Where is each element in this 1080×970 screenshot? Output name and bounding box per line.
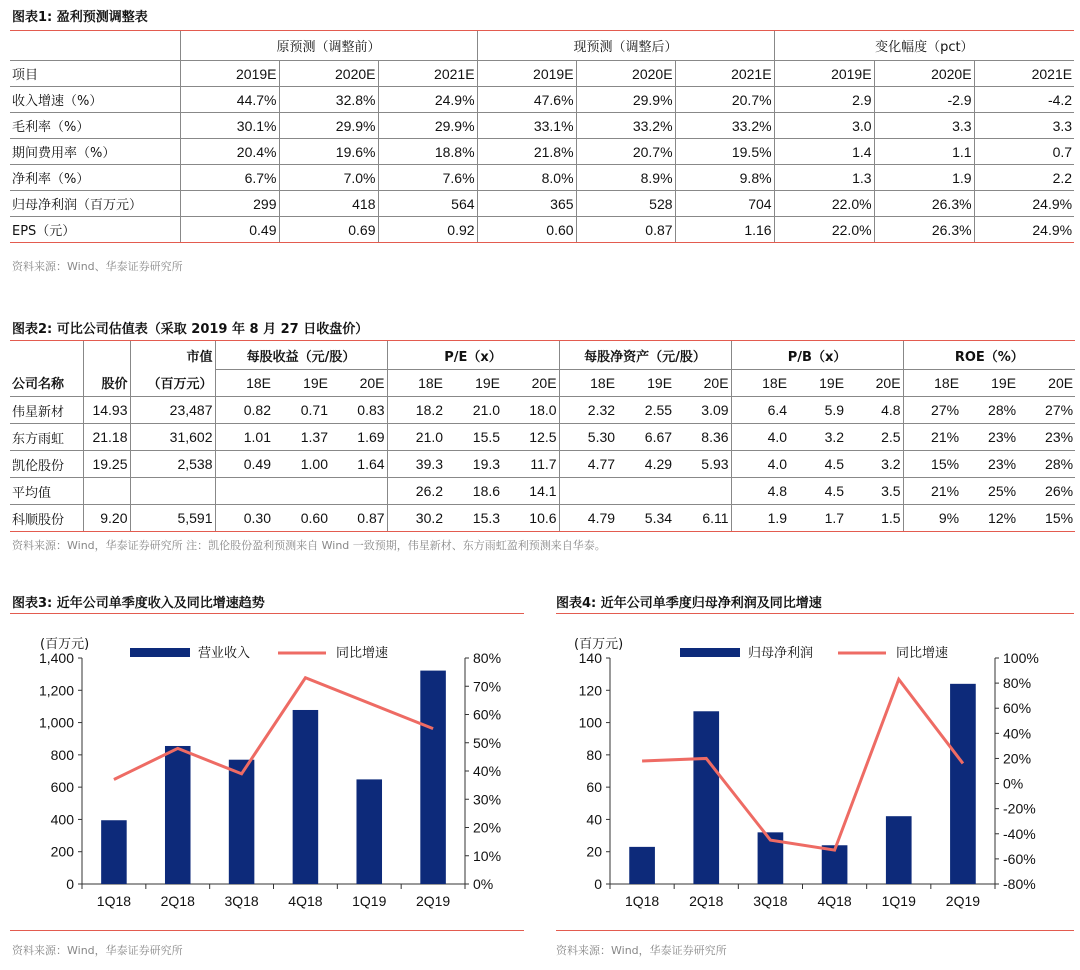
table-cell bbox=[559, 478, 617, 505]
table-cell: 2.32 bbox=[559, 397, 617, 424]
chart3-bottom-rule bbox=[10, 930, 524, 931]
table-cell: 3.0 bbox=[774, 113, 874, 139]
table-cell: 4.29 bbox=[617, 451, 674, 478]
table-cell: 14.1 bbox=[502, 478, 559, 505]
table-row bbox=[10, 451, 1075, 478]
row-label: 归母净利润（百万元） bbox=[10, 191, 180, 217]
unit-label: (百万元) bbox=[574, 637, 624, 652]
table-cell: 3.2 bbox=[846, 451, 903, 478]
year-header: 19E bbox=[789, 370, 846, 397]
year-header: 2020E bbox=[279, 61, 378, 87]
year-header: 18E bbox=[387, 370, 445, 397]
table-cell: 1.69 bbox=[330, 424, 387, 451]
y-tick-label: 0 bbox=[594, 876, 602, 892]
table-cell: 0.30 bbox=[215, 505, 273, 532]
unit-label: (百万元) bbox=[40, 637, 90, 652]
mcap-cell: 31,602 bbox=[130, 424, 215, 451]
table-cell: 2.2 bbox=[974, 165, 1074, 191]
bar-1Q19 bbox=[886, 816, 912, 884]
y2-tick-label: -40% bbox=[1003, 825, 1036, 842]
y-tick-label: 800 bbox=[50, 746, 74, 763]
table-cell: 5.34 bbox=[617, 505, 674, 532]
mcap-cell: 2,538 bbox=[130, 451, 215, 478]
table-cell: 1.9 bbox=[731, 505, 789, 532]
chart3-title-rule bbox=[10, 613, 524, 614]
bar-4Q18 bbox=[293, 710, 319, 884]
table-cell: 9.8% bbox=[675, 165, 774, 191]
y2-tick-label: 0% bbox=[1003, 775, 1024, 792]
table-cell: 22.0% bbox=[774, 217, 874, 243]
table-row bbox=[10, 397, 1075, 424]
year-header: 18E bbox=[731, 370, 789, 397]
mcap-cell: 5,591 bbox=[130, 505, 215, 532]
table-cell: 299 bbox=[180, 191, 279, 217]
x-tick-label: 1Q19 bbox=[881, 893, 916, 909]
mcap-cell: 23,487 bbox=[130, 397, 215, 424]
table-cell: 20.7% bbox=[576, 139, 675, 165]
y2-tick-label: 40% bbox=[473, 763, 502, 779]
table-cell: 1.01 bbox=[215, 424, 273, 451]
y-tick-label: 600 bbox=[50, 779, 74, 796]
y-tick-label: 400 bbox=[50, 811, 74, 828]
table-cell: 15% bbox=[1018, 505, 1075, 532]
y-tick-label: 20 bbox=[586, 843, 602, 860]
valuation-table bbox=[10, 340, 1075, 532]
x-tick-label: 1Q18 bbox=[96, 893, 132, 909]
x-tick-label: 2Q18 bbox=[160, 893, 195, 909]
bar-2Q19 bbox=[950, 684, 976, 884]
table-cell: 29.9% bbox=[279, 113, 378, 139]
y2-tick-label: 100% bbox=[1003, 650, 1039, 666]
y-tick-label: 1,000 bbox=[38, 714, 74, 731]
table-cell: 4.5 bbox=[789, 478, 846, 505]
y2-tick-label: -60% bbox=[1003, 850, 1036, 867]
table-cell: 21.8% bbox=[477, 139, 576, 165]
table-cell: 26.2 bbox=[387, 478, 445, 505]
table-cell: 5.9 bbox=[789, 397, 846, 424]
chart4-title-rule bbox=[556, 613, 1074, 614]
table-cell: 0.87 bbox=[330, 505, 387, 532]
group-before: 原预测（调整前） bbox=[180, 31, 477, 61]
y-tick-label: 40 bbox=[586, 811, 602, 828]
x-tick-label: 1Q18 bbox=[624, 893, 660, 909]
y-tick-label: 80 bbox=[586, 746, 602, 763]
table-cell: 7.0% bbox=[279, 165, 378, 191]
legend-bar-swatch bbox=[680, 648, 740, 657]
table-cell: 39.3 bbox=[387, 451, 445, 478]
legend-bar-label: 营业收入 bbox=[198, 646, 251, 661]
table-cell bbox=[617, 478, 674, 505]
table-cell: 44.7% bbox=[180, 87, 279, 113]
company-name: 东方雨虹 bbox=[10, 424, 83, 451]
year-header: 2021E bbox=[378, 61, 477, 87]
year-header: 2021E bbox=[675, 61, 774, 87]
table-cell: 21% bbox=[903, 424, 961, 451]
year-header: 20E bbox=[330, 370, 387, 397]
table-cell: 418 bbox=[279, 191, 378, 217]
y2-tick-label: 50% bbox=[473, 734, 502, 751]
year-header: 2020E bbox=[576, 61, 675, 87]
y2-tick-label: -20% bbox=[1003, 800, 1036, 817]
x-tick-label: 4Q18 bbox=[288, 893, 323, 909]
year-header: 2019E bbox=[774, 61, 874, 87]
row-label: EPS（元） bbox=[10, 217, 180, 243]
year-header: 18E bbox=[559, 370, 617, 397]
year-header: 2019E bbox=[180, 61, 279, 87]
table-cell: 4.77 bbox=[559, 451, 617, 478]
group-roe: ROE（%） bbox=[903, 341, 1075, 370]
bar-3Q18 bbox=[229, 760, 255, 884]
table-cell: -2.9 bbox=[874, 87, 974, 113]
row-label: 收入增速（%） bbox=[10, 87, 180, 113]
table1-source: 资料来源：Wind、华泰证券研究所 bbox=[12, 260, 183, 273]
table-cell: 0.71 bbox=[273, 397, 330, 424]
table-cell: 47.6% bbox=[477, 87, 576, 113]
table-cell: 30.1% bbox=[180, 113, 279, 139]
table-cell: 0.49 bbox=[215, 451, 273, 478]
table-cell: 26.3% bbox=[874, 191, 974, 217]
table-cell: 26.3% bbox=[874, 217, 974, 243]
table-cell: 1.3 bbox=[774, 165, 874, 191]
legend-bar-label: 归母净利润 bbox=[748, 646, 814, 661]
table-cell: 6.7% bbox=[180, 165, 279, 191]
table2-source: 资料来源：Wind，华泰证券研究所 注：凯伦股份盈利预测来自 Wind 一致预期，伟星新材、东方雨虹盈利预测来自华泰。 bbox=[12, 539, 606, 552]
table-cell: 18.8% bbox=[378, 139, 477, 165]
table-cell: 19.5% bbox=[675, 139, 774, 165]
table-cell: 23% bbox=[1018, 424, 1075, 451]
table-cell: 22.0% bbox=[774, 191, 874, 217]
table-cell: 15.5 bbox=[445, 424, 502, 451]
table-cell: 564 bbox=[378, 191, 477, 217]
table-cell: 29.9% bbox=[576, 87, 675, 113]
group-eps: 每股收益（元/股） bbox=[215, 341, 387, 370]
table-row bbox=[10, 139, 1074, 165]
table-cell: 21.0 bbox=[445, 397, 502, 424]
table-cell: 30.2 bbox=[387, 505, 445, 532]
table-cell: 7.6% bbox=[378, 165, 477, 191]
table-cell: 0.82 bbox=[215, 397, 273, 424]
group-pb: P/B（x） bbox=[731, 341, 903, 370]
table-row bbox=[10, 87, 1074, 113]
table-cell: 4.0 bbox=[731, 424, 789, 451]
price-cell: 19.25 bbox=[83, 451, 130, 478]
table-cell: 528 bbox=[576, 191, 675, 217]
table-cell: 10.6 bbox=[502, 505, 559, 532]
mcap-cell bbox=[130, 478, 215, 505]
chart3-source: 资料来源：Wind，华泰证券研究所 bbox=[12, 944, 183, 957]
table-cell: 4.79 bbox=[559, 505, 617, 532]
y2-tick-label: 20% bbox=[1003, 750, 1032, 767]
x-tick-label: 3Q18 bbox=[224, 893, 259, 909]
table1-title: 图表1: 盈利预测调整表 bbox=[12, 10, 148, 25]
table-cell: 0.87 bbox=[576, 217, 675, 243]
chart4-bottom-rule bbox=[556, 930, 1074, 931]
mcap-header-bottom: （百万元） bbox=[130, 370, 215, 397]
group-after: 现预测（调整后） bbox=[477, 31, 774, 61]
table-cell: 2.55 bbox=[617, 397, 674, 424]
group-bvps: 每股净资产（元/股） bbox=[559, 341, 731, 370]
price-header: 股价 bbox=[83, 370, 130, 397]
table-cell: 33.2% bbox=[675, 113, 774, 139]
table-cell: 27% bbox=[903, 397, 961, 424]
table-cell: 8.0% bbox=[477, 165, 576, 191]
table-cell: 1.37 bbox=[273, 424, 330, 451]
item-header: 项目 bbox=[10, 61, 180, 87]
table-cell: 33.1% bbox=[477, 113, 576, 139]
table-cell: 12% bbox=[961, 505, 1018, 532]
table-cell: 1.9 bbox=[874, 165, 974, 191]
table-cell: 19.3 bbox=[445, 451, 502, 478]
chart3-revenue-growth bbox=[0, 620, 540, 940]
table-cell: 19.6% bbox=[279, 139, 378, 165]
table-cell: 1.00 bbox=[273, 451, 330, 478]
row-label: 期间费用率（%） bbox=[10, 139, 180, 165]
table-cell bbox=[674, 478, 731, 505]
table-cell: 23% bbox=[961, 424, 1018, 451]
group-change: 变化幅度（pct） bbox=[774, 31, 1074, 61]
company-name: 伟星新材 bbox=[10, 397, 83, 424]
chart3-title: 图表3: 近年公司单季度收入及同比增速趋势 bbox=[12, 596, 265, 611]
table-cell: 0.60 bbox=[477, 217, 576, 243]
table-cell: 2.9 bbox=[774, 87, 874, 113]
company-name: 凯伦股份 bbox=[10, 451, 83, 478]
table-cell: 0.69 bbox=[279, 217, 378, 243]
bar-1Q18 bbox=[101, 820, 127, 884]
growth-line bbox=[114, 678, 433, 780]
year-header: 20E bbox=[502, 370, 559, 397]
table-cell: 20.7% bbox=[675, 87, 774, 113]
bar-2Q19 bbox=[420, 671, 446, 884]
table-cell: 8.36 bbox=[674, 424, 731, 451]
table-cell: 1.7 bbox=[789, 505, 846, 532]
table-cell: 1.16 bbox=[675, 217, 774, 243]
table-cell: 4.8 bbox=[846, 397, 903, 424]
table-cell: 28% bbox=[961, 397, 1018, 424]
y2-tick-label: 0% bbox=[473, 876, 494, 892]
table-cell: 0.60 bbox=[273, 505, 330, 532]
year-header: 19E bbox=[617, 370, 674, 397]
table-cell: 21% bbox=[903, 478, 961, 505]
y2-tick-label: 30% bbox=[473, 791, 502, 808]
table-row bbox=[10, 505, 1075, 532]
table-cell bbox=[330, 478, 387, 505]
year-header: 18E bbox=[215, 370, 273, 397]
price-cell: 21.18 bbox=[83, 424, 130, 451]
company-name: 平均值 bbox=[10, 478, 83, 505]
y2-tick-label: 40% bbox=[1003, 725, 1032, 742]
x-tick-label: 3Q18 bbox=[753, 893, 788, 909]
table-cell: 25% bbox=[961, 478, 1018, 505]
table-cell bbox=[273, 478, 330, 505]
price-cell bbox=[83, 478, 130, 505]
table-cell: 4.0 bbox=[731, 451, 789, 478]
table-cell: 21.0 bbox=[387, 424, 445, 451]
price-cell: 9.20 bbox=[83, 505, 130, 532]
table-cell: 33.2% bbox=[576, 113, 675, 139]
company-name: 科顺股份 bbox=[10, 505, 83, 532]
y2-tick-label: 60% bbox=[473, 706, 502, 723]
y2-tick-label: -80% bbox=[1003, 876, 1036, 892]
table-cell: 6.11 bbox=[674, 505, 731, 532]
year-header: 20E bbox=[1018, 370, 1075, 397]
table2-title: 图表2: 可比公司估值表（采取 2019 年 8 月 27 日收盘价） bbox=[12, 322, 369, 337]
table-cell: 1.64 bbox=[330, 451, 387, 478]
table-cell bbox=[215, 478, 273, 505]
table-cell: 24.9% bbox=[974, 191, 1074, 217]
table-row bbox=[10, 191, 1074, 217]
table-cell: 0.7 bbox=[974, 139, 1074, 165]
table-cell: 32.8% bbox=[279, 87, 378, 113]
year-header: 19E bbox=[273, 370, 330, 397]
table-cell: 3.3 bbox=[874, 113, 974, 139]
year-header: 19E bbox=[961, 370, 1018, 397]
y2-tick-label: 80% bbox=[1003, 675, 1032, 692]
table-cell: 8.9% bbox=[576, 165, 675, 191]
table-cell: 20.4% bbox=[180, 139, 279, 165]
chart4-title: 图表4: 近年公司单季度归母净利润及同比增速 bbox=[556, 596, 822, 611]
y2-tick-label: 60% bbox=[1003, 700, 1032, 717]
y-tick-label: 140 bbox=[578, 650, 602, 666]
x-tick-label: 2Q19 bbox=[415, 893, 451, 909]
earnings-forecast-table bbox=[10, 30, 1074, 243]
year-header: 18E bbox=[903, 370, 961, 397]
bar-2Q18 bbox=[693, 711, 719, 884]
legend-bar-swatch bbox=[130, 648, 190, 657]
year-header: 2019E bbox=[477, 61, 576, 87]
table-cell: 1.5 bbox=[846, 505, 903, 532]
table-cell: 18.2 bbox=[387, 397, 445, 424]
table-cell: 4.8 bbox=[731, 478, 789, 505]
y-tick-label: 200 bbox=[50, 843, 74, 860]
table-cell: 365 bbox=[477, 191, 576, 217]
table-cell: 28% bbox=[1018, 451, 1075, 478]
table-cell: 12.5 bbox=[502, 424, 559, 451]
table-cell: 6.4 bbox=[731, 397, 789, 424]
year-header: 2020E bbox=[874, 61, 974, 87]
row-label: 毛利率（%） bbox=[10, 113, 180, 139]
table-cell: 15% bbox=[903, 451, 961, 478]
row-label: 净利率（%） bbox=[10, 165, 180, 191]
y-tick-label: 1,200 bbox=[38, 682, 74, 699]
y-tick-label: 1,400 bbox=[38, 650, 74, 666]
table-cell: 0.83 bbox=[330, 397, 387, 424]
growth-line bbox=[642, 679, 963, 850]
group-pe: P/E（x） bbox=[387, 341, 559, 370]
table-cell: 6.67 bbox=[617, 424, 674, 451]
year-header: 20E bbox=[846, 370, 903, 397]
mcap-header-top: 市值 bbox=[130, 341, 215, 370]
table-cell: 3.5 bbox=[846, 478, 903, 505]
table-cell: 4.5 bbox=[789, 451, 846, 478]
x-tick-label: 4Q18 bbox=[817, 893, 852, 909]
x-tick-label: 1Q19 bbox=[352, 893, 387, 909]
company-header: 公司名称 bbox=[10, 370, 83, 397]
table-cell: 3.2 bbox=[789, 424, 846, 451]
table-cell: 2.5 bbox=[846, 424, 903, 451]
bar-1Q18 bbox=[629, 847, 655, 884]
table-cell: 3.3 bbox=[974, 113, 1074, 139]
table-cell: 0.92 bbox=[378, 217, 477, 243]
chart4-netprofit-growth bbox=[548, 620, 1078, 940]
table-cell: 5.93 bbox=[674, 451, 731, 478]
y2-tick-label: 70% bbox=[473, 678, 502, 695]
table-cell: 24.9% bbox=[378, 87, 477, 113]
table-cell: 0.49 bbox=[180, 217, 279, 243]
table-cell: 3.09 bbox=[674, 397, 731, 424]
table-cell: 9% bbox=[903, 505, 961, 532]
x-tick-label: 2Q19 bbox=[945, 893, 981, 909]
table-row bbox=[10, 165, 1074, 191]
y2-tick-label: 80% bbox=[473, 650, 502, 666]
table-cell: 26% bbox=[1018, 478, 1075, 505]
table-row bbox=[10, 113, 1074, 139]
table-cell: 24.9% bbox=[974, 217, 1074, 243]
y-tick-label: 60 bbox=[586, 779, 602, 796]
x-tick-label: 2Q18 bbox=[689, 893, 724, 909]
table-row bbox=[10, 217, 1074, 243]
table-cell: 29.9% bbox=[378, 113, 477, 139]
year-header: 20E bbox=[674, 370, 731, 397]
legend-line-label: 同比增速 bbox=[336, 646, 389, 661]
y-tick-label: 120 bbox=[578, 682, 602, 699]
table-cell: 23% bbox=[961, 451, 1018, 478]
table-cell: 11.7 bbox=[502, 451, 559, 478]
table-cell: 27% bbox=[1018, 397, 1075, 424]
table-cell: 15.3 bbox=[445, 505, 502, 532]
table-cell: 5.30 bbox=[559, 424, 617, 451]
table-cell: 18.6 bbox=[445, 478, 502, 505]
bar-1Q19 bbox=[356, 779, 382, 884]
y2-tick-label: 20% bbox=[473, 819, 502, 836]
table-cell: 1.1 bbox=[874, 139, 974, 165]
price-cell: 14.93 bbox=[83, 397, 130, 424]
y-tick-label: 100 bbox=[578, 714, 602, 731]
y2-tick-label: 10% bbox=[473, 847, 502, 864]
table-row bbox=[10, 478, 1075, 505]
chart4-source: 资料来源：Wind，华泰证券研究所 bbox=[556, 944, 727, 957]
table-cell: -4.2 bbox=[974, 87, 1074, 113]
bar-2Q18 bbox=[165, 746, 191, 884]
year-header: 2021E bbox=[974, 61, 1074, 87]
table-cell: 18.0 bbox=[502, 397, 559, 424]
table-row bbox=[10, 424, 1075, 451]
year-header: 19E bbox=[445, 370, 502, 397]
legend-line-label: 同比增速 bbox=[896, 646, 949, 661]
y-tick-label: 0 bbox=[66, 876, 74, 892]
table-cell: 704 bbox=[675, 191, 774, 217]
table-cell: 1.4 bbox=[774, 139, 874, 165]
